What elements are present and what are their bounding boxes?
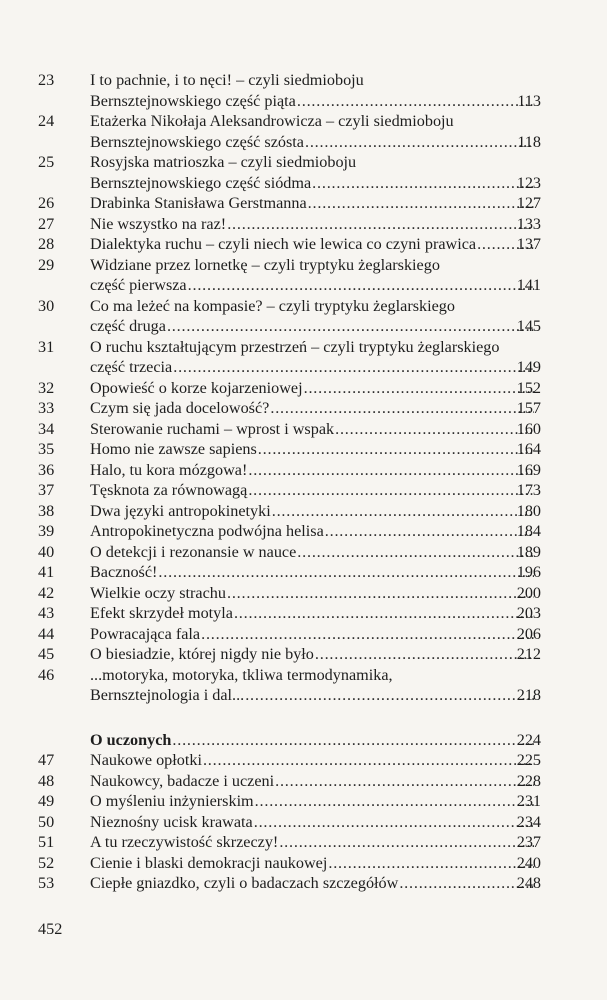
toc-line [0, 214, 607, 234]
entry-title: Nieznośny ucisk krawata [90, 812, 253, 831]
dot-leader [227, 214, 534, 234]
entry-title: Ciepłe gniazdko, czyli o badaczach szczegółów [90, 874, 399, 892]
entry-title: I to pachnie, i to nęci! – czyli siedmioboju [90, 71, 364, 89]
entry-number: 41 [38, 563, 55, 581]
dot-leader [325, 521, 534, 541]
dot-leader [203, 750, 534, 770]
entry-title-line [90, 562, 535, 582]
entry-page: 184 [516, 522, 541, 540]
entry-title: Efekt skrzydeł motyla [90, 604, 233, 622]
entry-page: 118 [517, 132, 541, 151]
entry-page: 157 [516, 399, 541, 417]
entry-title: A tu rzeczywistość skrzeczy! [90, 833, 279, 851]
entry-title: Co ma leżeć na kompasie? – czyli tryptyku żeglarskiego [90, 296, 455, 315]
toc-line [0, 771, 607, 791]
toc-line [0, 521, 607, 541]
entry-page: 237 [516, 833, 541, 851]
entry-title-line [90, 771, 535, 791]
entry-title: część pierwsza [90, 276, 187, 294]
toc-line [0, 832, 607, 852]
entry-title-line [90, 832, 535, 852]
toc-line [0, 275, 607, 295]
toc-line [0, 624, 607, 644]
entry-page: 203 [516, 604, 541, 622]
dot-leader [270, 398, 534, 418]
toc-line [0, 91, 607, 111]
entry-title: Bernsztejnowskiego część szósta [90, 132, 304, 151]
toc-line [0, 337, 607, 357]
toc-line [0, 193, 607, 213]
entry-number: 45 [38, 645, 55, 663]
entry-page: 196 [516, 563, 541, 581]
toc-line [0, 316, 607, 336]
entry-title: Dialektyka ruchu – czyli niech wie lewica co czyni prawica [90, 235, 477, 253]
entry-title-line [90, 193, 535, 213]
entry-number: 53 [38, 874, 55, 892]
entry-title-line [90, 91, 535, 111]
toc-line [0, 583, 607, 603]
toc-line [0, 460, 607, 480]
entry-title-line [90, 132, 535, 152]
section-title: O uczonych [90, 730, 172, 749]
dot-leader [279, 832, 534, 852]
entry-page: 160 [516, 419, 541, 438]
entry-page: 228 [516, 771, 541, 790]
entry-title: Widziane przez lornetkę – czyli tryptyku żeglarskiego [90, 255, 440, 274]
toc-line [0, 812, 607, 832]
entry-page: 180 [516, 501, 541, 520]
entry-page: 152 [516, 378, 541, 397]
dot-leader [258, 439, 534, 459]
entry-title-line [90, 255, 535, 275]
entry-title-line [90, 111, 535, 131]
toc-line [0, 111, 607, 131]
entry-title: Cienie i blaski demokracji naukowej [90, 853, 328, 872]
entry-title: Rosyjska matrioszka – czyli siedmioboju [90, 153, 357, 171]
entry-number: 44 [38, 624, 55, 643]
entry-title-line [90, 583, 535, 603]
entry-title-line [90, 275, 535, 295]
entry-number: 35 [38, 440, 55, 458]
entry-title-line [90, 521, 535, 541]
entry-title: Etażerka Nikołaja Aleksandrowicza – czyli siedmioboju [90, 112, 454, 130]
entry-number: 29 [38, 255, 55, 274]
entry-title-line [90, 644, 535, 664]
toc-line [0, 234, 607, 254]
entry-title-line [90, 873, 535, 893]
dot-leader [304, 378, 534, 398]
entry-title-line [90, 460, 535, 480]
entry-title-line [90, 750, 535, 770]
entry-number: 39 [38, 522, 55, 540]
entry-page: 149 [516, 358, 541, 376]
dot-leader [158, 562, 534, 582]
entry-title: Homo nie zawsze sapiens [90, 440, 257, 458]
entry-page: 218 [516, 686, 541, 704]
entry-title: Czym się jada docelowość? [90, 399, 270, 417]
entry-number: 32 [38, 378, 55, 397]
dot-leader [172, 730, 534, 750]
toc-line [0, 255, 607, 275]
entry-page: 169 [516, 460, 541, 479]
toc-line [0, 542, 607, 562]
section-heading-body [90, 730, 535, 750]
entry-title: Powracająca fala [90, 624, 201, 643]
entry-title: Nie wszystko na raz! [90, 214, 227, 233]
entry-number: 40 [38, 542, 55, 561]
entry-title-line [90, 337, 535, 357]
entry-title-line [90, 214, 535, 234]
entry-title: Naukowe opłotki [90, 751, 202, 769]
entry-title: Opowieść o korze kojarzeniowej [90, 378, 303, 397]
entry-title: Baczność! [90, 563, 158, 581]
entry-page: 173 [516, 481, 541, 499]
entry-title: Naukowcy, badacze i uczeni [90, 771, 275, 790]
entry-page: 248 [516, 874, 541, 892]
entry-title: O detekcji i rezonansie w nauce [90, 542, 297, 561]
entry-number: 42 [38, 583, 55, 602]
entry-title-line [90, 812, 535, 832]
entry-page: 141 [516, 276, 541, 294]
entry-title: część druga [90, 317, 166, 335]
dot-leader [254, 812, 534, 832]
toc-line [0, 398, 607, 418]
dot-leader [167, 316, 534, 336]
entry-title: Halo, tu kora mózgowa! [90, 460, 248, 479]
entry-title: Drabinka Stanisława Gerstmanna [90, 194, 307, 212]
toc-line [0, 480, 607, 500]
entry-page: 225 [516, 751, 541, 769]
entry-title: część trzecia [90, 358, 173, 376]
entry-number: 33 [38, 399, 55, 417]
entry-title-line [90, 152, 535, 172]
entry-title: Antropokinetyczna podwójna helisa [90, 522, 324, 540]
dot-leader [227, 583, 534, 603]
entry-title-line [90, 378, 535, 398]
entry-title: ...motoryka, motoryka, tkliwa termodynamika, [90, 665, 393, 684]
entry-title-line [90, 480, 535, 500]
entry-title: Bernsztejnowskiego część piąta [90, 91, 296, 110]
entry-page: 127 [516, 194, 541, 212]
dot-leader [234, 603, 534, 623]
entry-page: 240 [516, 853, 541, 872]
entry-title-line [90, 419, 535, 439]
section-heading [0, 730, 607, 750]
toc-line [0, 132, 607, 152]
entry-title: O myśleniu inżynierskim [90, 792, 254, 810]
dot-leader [201, 624, 534, 644]
entry-number: 27 [38, 214, 55, 233]
entry-number: 25 [38, 153, 55, 171]
dot-leader [248, 460, 534, 480]
dot-leader [335, 419, 534, 439]
dot-leader [399, 873, 534, 893]
entry-title: Sterowanie ruchami – wprost i wspak [90, 419, 335, 438]
dot-leader [297, 91, 534, 111]
entry-title: O ruchu kształtującym przestrzeń – czyli tryptyku żeglarskiego [90, 337, 500, 356]
entry-title-line [90, 542, 535, 562]
entry-number: 34 [38, 419, 55, 438]
entry-title-line [90, 173, 535, 193]
section-page: 224 [516, 730, 541, 749]
toc-line [0, 70, 607, 90]
entry-title: Wielkie oczy strachu [90, 583, 226, 602]
entry-title: Bernsztejnologia i dal... [90, 686, 245, 704]
entry-page: 137 [516, 235, 541, 253]
toc-line [0, 296, 607, 316]
entry-title: Tęsknota za równowagą [90, 481, 248, 499]
entry-number: 49 [38, 792, 55, 810]
entry-page: 189 [516, 542, 541, 561]
entry-number: 23 [38, 71, 55, 89]
entry-number: 24 [38, 112, 55, 130]
toc-line [0, 562, 607, 582]
toc-line [0, 685, 607, 705]
toc-line [0, 853, 607, 873]
entry-page: 234 [516, 812, 541, 831]
entry-number: 28 [38, 235, 55, 253]
entry-page: 113 [517, 91, 541, 110]
entry-title-line [90, 791, 535, 811]
entry-number: 52 [38, 853, 55, 872]
entry-number: 51 [38, 833, 55, 851]
entry-page: 200 [516, 583, 541, 602]
dot-leader [315, 644, 534, 664]
toc-line [0, 791, 607, 811]
entry-number: 37 [38, 481, 55, 499]
toc-line [0, 419, 607, 439]
entry-page: 212 [516, 645, 541, 663]
entry-number: 43 [38, 604, 55, 622]
toc-line [0, 603, 607, 623]
entry-number: 26 [38, 194, 55, 212]
dot-leader [275, 771, 534, 791]
toc-line [0, 378, 607, 398]
entry-title-line [90, 398, 535, 418]
dot-leader [312, 173, 534, 193]
dot-leader [272, 501, 534, 521]
toc-line [0, 644, 607, 664]
dot-leader [328, 853, 534, 873]
entry-title-line [90, 296, 535, 316]
dot-leader [255, 791, 534, 811]
toc-line [0, 750, 607, 770]
dot-leader [297, 542, 534, 562]
entry-page: 206 [516, 624, 541, 643]
entry-title-line [90, 70, 535, 90]
entry-page: 164 [516, 440, 541, 458]
toc-line [0, 357, 607, 377]
entry-number: 46 [38, 665, 55, 684]
entry-page: 145 [516, 317, 541, 335]
entry-page: 133 [516, 214, 541, 233]
entry-title-line [90, 357, 535, 377]
entry-title-line [90, 234, 535, 254]
entry-title-line [90, 439, 535, 459]
entry-title-line [90, 501, 535, 521]
entry-title-line [90, 603, 535, 623]
entry-title: Dwa języki antropokinetyki [90, 501, 271, 520]
entry-title-line [90, 685, 535, 705]
toc-line [0, 152, 607, 172]
entry-number: 30 [38, 296, 55, 315]
toc-line [0, 873, 607, 893]
entry-number: 38 [38, 501, 55, 520]
toc-line [0, 501, 607, 521]
entry-title: Bernsztejnowskiego część siódma [90, 173, 312, 192]
entry-title-line [90, 853, 535, 873]
entry-title-line [90, 624, 535, 644]
dot-leader [305, 132, 534, 152]
entry-title-line [90, 665, 535, 685]
entry-page: 123 [516, 173, 541, 192]
dot-leader [248, 480, 534, 500]
dot-leader [308, 193, 534, 213]
entry-number: 31 [38, 337, 55, 356]
entry-number: 48 [38, 771, 55, 790]
entry-title-line [90, 316, 535, 336]
toc-line [0, 173, 607, 193]
toc-line [0, 439, 607, 459]
entry-number: 50 [38, 812, 55, 831]
entry-title: O biesiadzie, której nigdy nie było [90, 645, 314, 663]
entry-number: 36 [38, 460, 55, 479]
toc-line [0, 665, 607, 685]
dot-leader [173, 357, 534, 377]
entry-number: 47 [38, 751, 55, 769]
dot-leader [188, 275, 534, 295]
dot-leader [245, 685, 534, 705]
page-number: 452 [38, 920, 63, 938]
entry-page: 231 [516, 792, 541, 810]
